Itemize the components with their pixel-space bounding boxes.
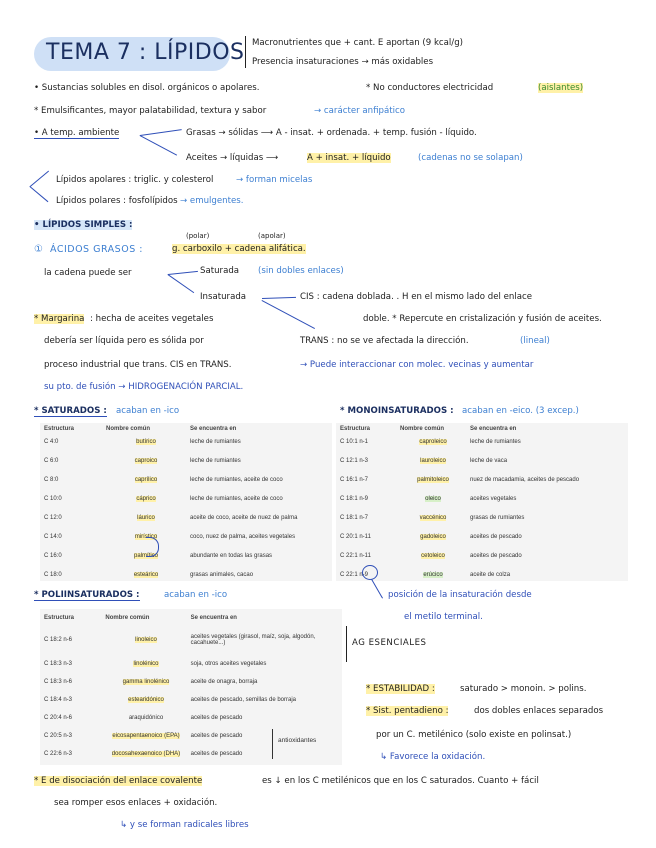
table-header: Nombre común [400, 426, 445, 432]
heading-poliinsaturados: * POLIINSATURADOS : [34, 590, 140, 600]
note-cadenas: (cadenas no se solapan) [418, 153, 523, 163]
cell: aceites de pescado [470, 552, 522, 559]
branch-line [167, 274, 194, 293]
cell: aceites de pescado, semillas de borraja [190, 697, 297, 703]
table-row [42, 451, 330, 470]
cell: C 18:1 n-7 [340, 514, 369, 521]
cell: C 6:0 [44, 457, 59, 464]
cell: abundante en todas las grasas [190, 552, 273, 559]
cell: palmítico [133, 552, 158, 559]
cell: leche de rumiantes [190, 438, 241, 445]
note-aceites: Aceites → líquidas ⟶ [186, 153, 279, 163]
cell: aceites vegetales [470, 495, 517, 502]
branch-line [29, 186, 48, 202]
cell: C 22:6 n-3 [44, 751, 73, 757]
note-temp-ambiente: • A temp. ambiente [34, 128, 120, 138]
table-header: Se encuentra en [470, 426, 517, 432]
note-posicion-2: el metilo terminal. [404, 612, 483, 622]
title-bracket [245, 36, 246, 68]
ag-definition: g. carboxilo + cadena alifática. [172, 244, 306, 254]
note-margarina-4: su pto. de fusión → HIDROGENACIÓN PARCIAL. [44, 382, 244, 392]
ag-number: ① [34, 244, 43, 255]
ag-polar: (polar) [186, 232, 210, 240]
table-header: Estructura [44, 615, 75, 621]
table-row [338, 451, 626, 470]
cell: C 4:0 [44, 438, 59, 445]
cell: C 12:0 [44, 514, 62, 521]
ag-apolar: (apolar) [258, 232, 286, 240]
table-row [42, 745, 340, 763]
cell: C 10:0 [44, 495, 62, 502]
branch-line [168, 271, 198, 275]
note-trans: TRANS : no se ve afectada la dirección. [300, 336, 469, 346]
cell: leche de rumiantes [470, 438, 521, 445]
table-row [338, 508, 626, 527]
cell: mirístico [134, 533, 158, 540]
table-row [42, 673, 340, 691]
antiox-bracket [272, 729, 273, 759]
cell: C 22:1 n-9 [340, 571, 369, 578]
table-row [338, 565, 626, 584]
heading-acidos-grasos: ÁCIDOS GRASOS : [50, 244, 143, 255]
heading-lipidos-simples: • LÍPIDOS SIMPLES : [34, 220, 133, 230]
table-row [42, 691, 340, 709]
note-aceites-insat: A + insat. + líquido [307, 153, 391, 163]
table-row [338, 546, 626, 565]
note-anfipatico: → carácter anfipático [314, 106, 405, 116]
cell: aceite de coco, aceite de nuez de palma [190, 514, 298, 521]
page-title: TEMA 7 : LÍPIDOS [46, 40, 245, 65]
table-header: Nombre común [106, 426, 151, 432]
cell: linoleico [135, 637, 157, 643]
heading-saturados: * SATURADOS : [34, 406, 107, 416]
cell: palmitoleico [417, 476, 449, 483]
branch-line [262, 297, 296, 299]
note-estabilidad-label: * ESTABILIDAD : [366, 684, 435, 694]
cell: C 20:4 n-6 [44, 715, 73, 721]
note-estabilidad: saturado > monoin. > polins. [460, 684, 587, 694]
cell: cáprico [136, 495, 156, 502]
note-energia: es ↓ en los C metilénicos que en los C saturados. Cuanto + fácil [262, 776, 539, 786]
branch-line [262, 300, 315, 329]
cell: C 20:1 n-11 [340, 533, 371, 540]
table-header: Se encuentra en [190, 615, 237, 621]
note-polares: Lípidos polares : fosfolípidos [56, 196, 178, 206]
cell: grasas de rumiantes [470, 514, 525, 521]
note-saturada-b: (sin dobles enlaces) [258, 266, 344, 276]
cell: aceites de pescado [470, 533, 522, 540]
table-header: Se encuentra en [190, 426, 237, 432]
note-cadena: la cadena puede ser [44, 268, 132, 278]
intro-insat: Presencia insaturaciones → más oxidables [252, 57, 434, 67]
cell: aceites de pescado [190, 733, 243, 739]
cell: caproleico [419, 438, 447, 445]
cell: aceites de pescado [190, 751, 243, 757]
table-row [338, 470, 626, 489]
note-insaturada: Insaturada [200, 292, 247, 302]
cell: coco, nuez de palma, aceites vegetales [190, 533, 296, 540]
cell: esteárico [133, 571, 159, 578]
table-row [42, 565, 330, 584]
table-row [42, 432, 330, 451]
cell: C 16:0 [44, 552, 62, 559]
note-margarina-3b: → Puede interaccionar con molec. vecinas y aumentar [300, 360, 534, 370]
cell: C 18:4 n-3 [44, 697, 73, 703]
cell: C 18:1 n-9 [340, 495, 369, 502]
note-conductores: * No conductores electricidad [366, 83, 494, 93]
heading-monoinsaturados: * MONOINSATURADOS : [340, 406, 454, 416]
cell: C 14:0 [44, 533, 62, 540]
table-row [42, 489, 330, 508]
table-row [338, 527, 626, 546]
insaturacion-circle [362, 565, 378, 580]
cell: lauroleico [420, 457, 446, 464]
note-ag-esenciales: AG ESENCIALES [352, 638, 427, 648]
cell: C 18:0 [44, 571, 62, 578]
heading-poliinsaturados-b: acaban en -ico [164, 590, 228, 600]
table-header: Estructura [340, 426, 371, 432]
cell: caproico [134, 457, 158, 464]
note-aislantes: (aislantes) [538, 83, 584, 93]
cell: C 10:1 n-1 [340, 438, 369, 445]
cell: caprílico [134, 476, 158, 483]
table-row [338, 489, 626, 508]
table-saturados [42, 426, 330, 584]
note-margarina-2: debería ser líquida pero es sólida por [44, 336, 204, 346]
note-trans-b: (lineal) [520, 336, 550, 346]
cell: C 22:1 n-11 [340, 552, 371, 559]
cell: C 12:1 n-3 [340, 457, 369, 464]
note-energia-label: * E de disociación del enlace covalente [34, 776, 203, 786]
cell: gamma linolénico [122, 679, 170, 685]
cell: nuez de macadamia, aceites de pescado [470, 476, 580, 483]
table-row [42, 625, 340, 655]
esenciales-bracket [346, 626, 347, 662]
cell: eicosapentaenoico (EPA) [112, 733, 180, 739]
note-pentadieno: dos dobles enlaces separados [474, 706, 604, 716]
cell: leche de rumiantes, aceite de coco [190, 495, 283, 502]
cell: aceite de onagra, borraja [190, 679, 258, 685]
cell: erúcico [423, 571, 443, 578]
cell: grasas animales, cacao [190, 571, 254, 578]
note-micelas: → forman micelas [236, 175, 313, 185]
cell: docosahexaenoico (DHA) [111, 751, 181, 757]
note-antioxidantes: antioxidantes [278, 737, 317, 744]
cell: C 20:5 n-3 [44, 733, 73, 739]
cell: cetoleico [421, 552, 445, 559]
note-posicion-1: posición de la insaturación desde [388, 590, 532, 600]
table-row [42, 655, 340, 673]
note-cis: CIS : cadena doblada. . H en el mismo lado del enlace [300, 292, 533, 302]
cell: C 18:2 n-6 [44, 637, 73, 643]
cell: C 18:3 n-3 [44, 661, 73, 667]
cell: soja, otros aceites vegetales [190, 661, 267, 667]
cell: gadoleico [420, 533, 446, 540]
cell: C 16:1 n-7 [340, 476, 369, 483]
cell: leche de vaca [470, 457, 508, 464]
cell: vaccénico [419, 514, 447, 521]
branch-line [30, 171, 49, 187]
note-margarina-1: : hecha de aceites vegetales [90, 314, 214, 324]
table-header: Estructura [44, 426, 75, 432]
heading-saturados-b: acaban en -ico [116, 406, 180, 416]
cell: C 8:0 [44, 476, 59, 483]
intro-macro: Macronutrientes que + cant. E aportan (9 kcal/g) [252, 38, 464, 48]
note-margarina-3: proceso industrial que trans. CIS en TRANS. [44, 360, 232, 370]
cell: aceites de pescado [190, 715, 243, 721]
table-row [42, 709, 340, 727]
note-favorece: ↳ Favorece la oxidación. [380, 752, 486, 762]
cell: estearidónico [128, 697, 164, 703]
note-radicales: ↳ y se forman radicales libres [120, 820, 249, 830]
branch-line [140, 129, 182, 136]
cell: C 18:3 n-6 [44, 679, 73, 685]
table-row [42, 470, 330, 489]
note-energia-2: sea romper esos enlaces + oxidación. [54, 798, 218, 808]
cell: leche de rumiantes, aceite de coco [190, 476, 283, 483]
heading-monoinsaturados-b: acaban en -eico. (3 excep.) [462, 406, 579, 416]
cell: butírico [136, 438, 156, 445]
note-emulgentes: → emulgentes. [180, 196, 244, 206]
cell: oleico [425, 495, 441, 502]
table-row [42, 508, 330, 527]
cell: aceite de colza [470, 571, 511, 578]
note-emulsificantes: * Emulsificantes, mayor palatabilidad, textura y sabor [34, 106, 267, 116]
table-monoinsaturados [338, 426, 626, 584]
note-pentadieno-2: por un C. metilénico (solo existe en polinsat.) [376, 730, 572, 740]
cell: leche de rumiantes [190, 457, 241, 464]
table-header: Nombre común [105, 615, 150, 621]
note-pentadieno-label: * Sist. pentadieno : [366, 706, 449, 716]
note-saturada: Saturada [200, 266, 240, 276]
cell: linolénico [133, 661, 159, 667]
table-row [42, 527, 330, 546]
cell: araquidónico [128, 715, 164, 721]
branch-line [140, 135, 178, 156]
note-solubles: • Sustancias solubles en disol. orgánicos o apolares. [34, 83, 260, 93]
note-margarina-label: * Margarina [34, 314, 85, 324]
note-grasas: Grasas → sólidas ⟶ A - insat. + ordenada. + temp. fusión - líquido. [186, 128, 477, 138]
note-apolares: Lípidos apolares : triglic. y colesterol [56, 175, 214, 185]
table-row [338, 432, 626, 451]
cell: láurico [137, 514, 155, 521]
cell: aceites vegetales (girasol, maíz, soja, algodón, cacahuete...) [190, 634, 316, 646]
table-row [42, 546, 330, 565]
note-cis-2: doble. * Repercute en cristalización y fusión de aceites. [363, 314, 602, 324]
